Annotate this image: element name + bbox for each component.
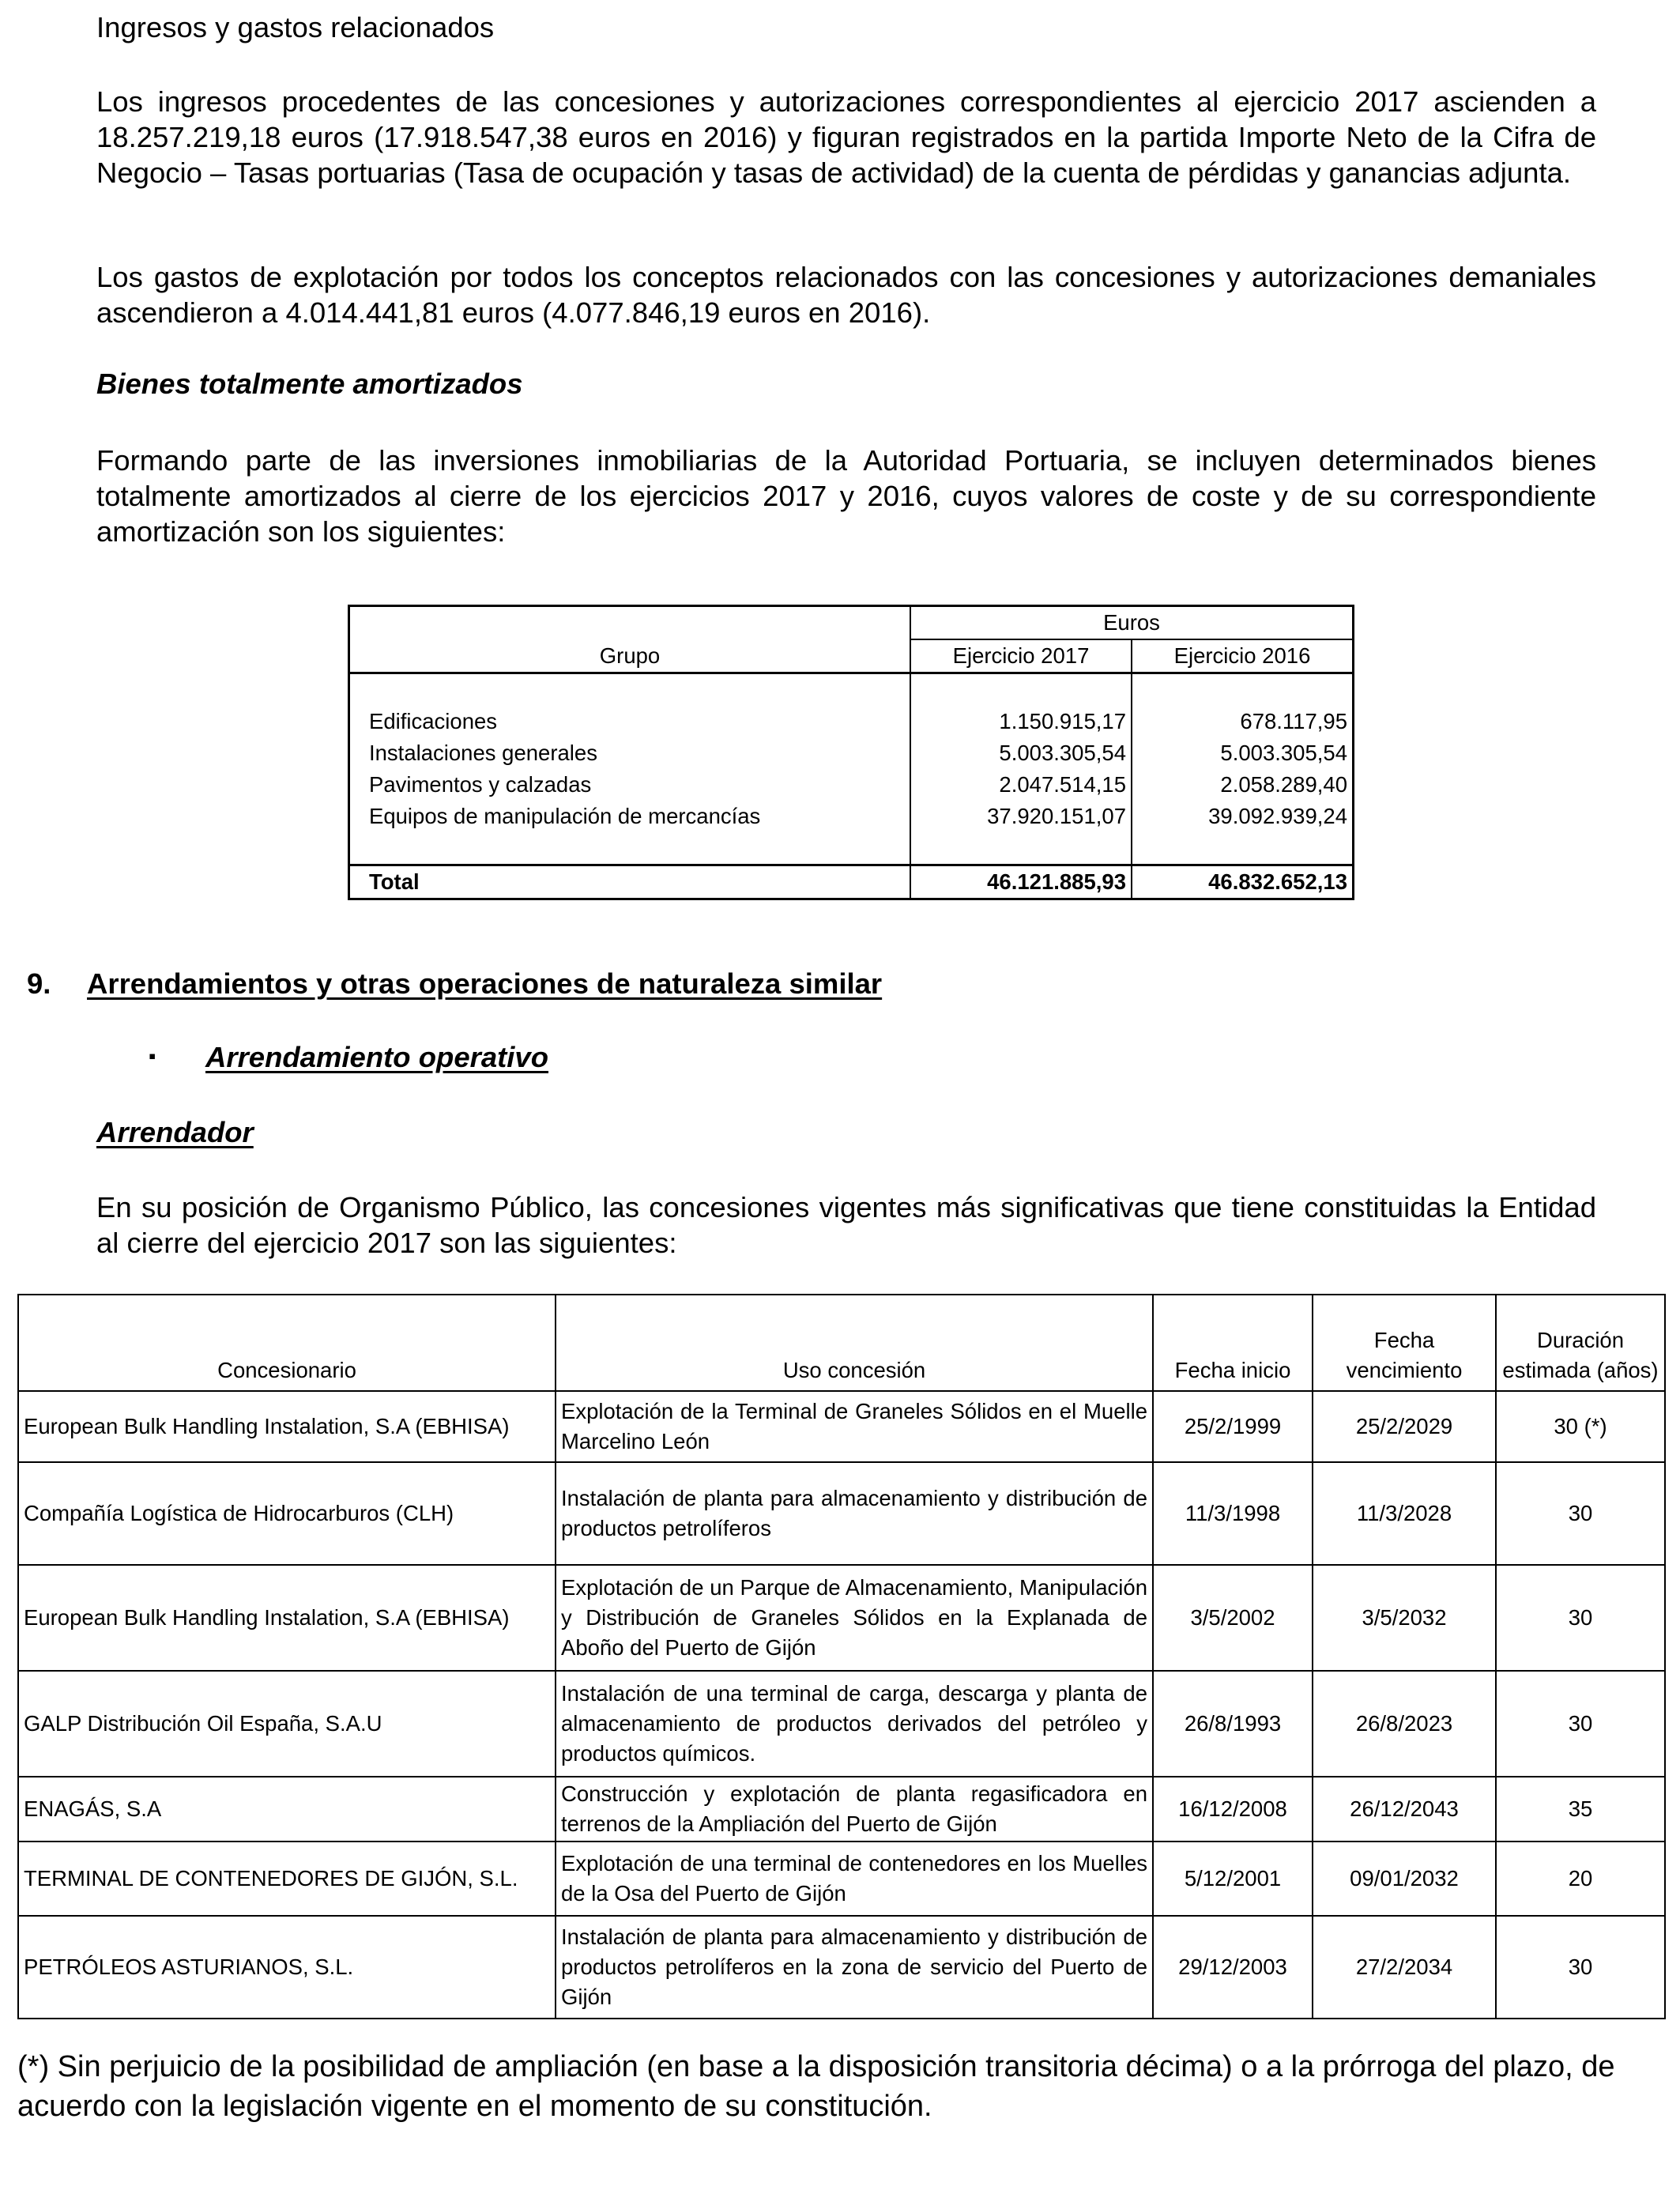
table-header-row [18, 1295, 1665, 1391]
header-fecha-inicio: Fecha inicio [1153, 1295, 1313, 1391]
table-row: ENAGÁS, S.A Construcción y explotación de planta regasificadora en terrenos de la Ampliación del Puerto de Gijón 16/12/2008 26/12/2043 35 [18, 1777, 1665, 1842]
total-row: Total 46.121.885,93 46.832.652,13 [349, 865, 1354, 899]
header-concesionario: Concesionario [18, 1295, 556, 1391]
col-2016-header: Ejercicio 2016 [1132, 639, 1354, 673]
table-row: PETRÓLEOS ASTURIANOS, S.L. Instalación de planta para almacenamiento y distribución de productos petrolíferos en la zona de servicio del Puerto de Gijón 29/12/2003 27/2/2034 30 [18, 1916, 1665, 2019]
income-paragraph: Los ingresos procedentes de las concesiones y autorizaciones correspondientes al ejercicio 2017 ascienden a 18.257.219,18 euros (17.918.547,38 euros en 2016) y figuran registrados en la partida Importe Neto de la Cifra de Negocio – Tasas portuarias (Tasa de ocupación y tasas de actividad) de la cuenta de pérdidas y ganancias adjunta. [96, 85, 1596, 189]
expenses-paragraph: Los gastos de explotación por todos los conceptos relacionados con las concesiones y autorizaciones demaniales ascendieron a 4.014.441,81 euros (4.077.846,19 euros en 2016). [96, 261, 1596, 329]
table-row: TERMINAL DE CONTENEDORES DE GIJÓN, S.L. Explotación de una terminal de contenedores en los Muelles de la Osa del Puerto de Gijón 5/12/2001 09/01/2032 20 [18, 1842, 1665, 1916]
concessions-table [17, 1294, 1666, 2019]
table-row: Equipos de manipulación de mercancías 37.920.151,07 39.092.939,24 [349, 801, 1354, 832]
concessions-paragraph: En su posición de Organismo Público, las concesiones vigentes más significativas que tiene constituidas la Entidad al cierre del ejercicio 2017 son las siguientes: [96, 1191, 1596, 1259]
group-header: Grupo [349, 639, 911, 673]
header-duracion: Duración estimada (años) [1496, 1295, 1665, 1391]
lessor-heading: Arrendador [96, 1116, 254, 1148]
header-fecha-vencimiento: Fecha vencimiento [1313, 1295, 1496, 1391]
table-row: European Bulk Handling Instalation, S.A (EBHISA) Explotación de un Parque de Almacenamiento, Manipulación y Distribución de Graneles Sólidos en la Explanada de Aboño del Puerto de Gijón 3/5/2002 3/5/2032 30 [18, 1565, 1665, 1671]
table-row: Instalaciones generales 5.003.305,54 5.003.305,54 [349, 737, 1354, 769]
section-9-heading [27, 967, 882, 1001]
section-number: 9. [27, 967, 51, 1000]
table-row: Pavimentos y calzadas 2.047.514,15 2.058.289,40 [349, 769, 1354, 801]
income-heading: Ingresos y gastos relacionados [96, 11, 495, 43]
table-row: GALP Distribución Oil España, S.A.U Instalación de una terminal de carga, descarga y planta de almacenamiento de productos derivados del petróleo y productos químicos. 26/8/1993 26/8/2023 30 [18, 1671, 1665, 1777]
operating-lease-heading: Arrendamiento operativo [205, 1041, 549, 1073]
table-row: Compañía Logística de Hidrocarburos (CLH) Instalación de planta para almacenamiento y distribución de productos petrolíferos 11/3/1998 11/3/2028 30 [18, 1462, 1665, 1565]
amortized-assets-heading: Bienes totalmente amortizados [96, 368, 523, 400]
table-row: European Bulk Handling Instalation, S.A (EBHISA) Explotación de la Terminal de Graneles Sólidos en el Muelle Marcelino León 25/2/1999 25/2/2029 30 (*) [18, 1391, 1665, 1462]
bullet-icon: ▪ [149, 1044, 156, 1068]
table-row: Edificaciones 1.150.915,17 678.117,95 [349, 706, 1354, 737]
amortized-assets-table [348, 605, 1354, 900]
euros-header: Euros [910, 606, 1354, 640]
footnote: (*) Sin perjuicio de la posibilidad de ampliación (en base a la disposición transitoria décima) o a la prórroga del plazo, de acuerdo con la legislación vigente en el momento de su constitución. [17, 2050, 1615, 2123]
section-title: Arrendamientos y otras operaciones de naturaleza similar [87, 967, 883, 1000]
amortized-assets-paragraph: Formando parte de las inversiones inmobiliarias de la Autoridad Portuaria, se incluyen determinados bienes totalmente amortizados al cierre de los ejercicios 2017 y 2016, cuyos valores de coste y de su correspondiente amortización son los siguientes: [96, 444, 1596, 548]
header-uso: Uso concesión [556, 1295, 1153, 1391]
col-2017-header: Ejercicio 2017 [910, 639, 1132, 673]
